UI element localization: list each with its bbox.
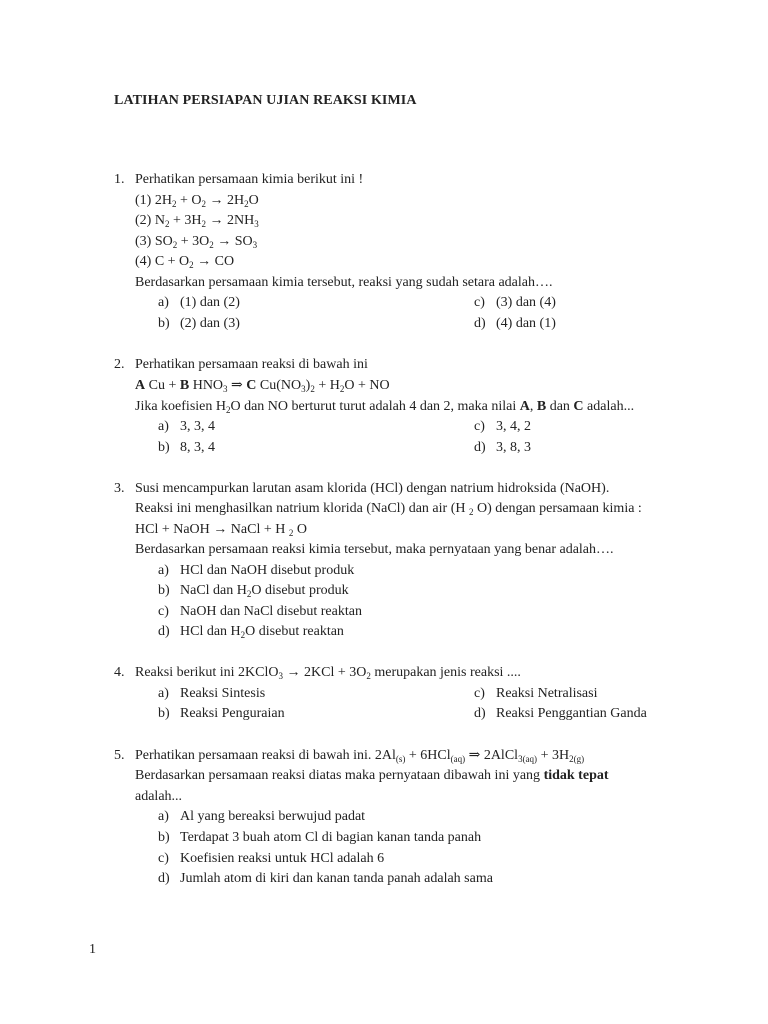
question-intro: Susi mencampurkan larutan asam klorida (HCl) dengan natrium hidroksida (NaOH). [135, 481, 610, 496]
question-intro: Perhatikan persamaan reaksi di bawah ini. $2Al_{(s)} + 6HCl_{(aq)}$ ⇒ 2AlCl$_{3(aq)}$ + $3H_{2(g)}$ [135, 748, 585, 764]
answer-option[interactable]: d) (4) dan (1) [474, 316, 556, 331]
answer-option[interactable]: a) (1) dan (2) [158, 295, 240, 310]
answer-option[interactable]: d) Reaksi Penggantian Ganda [474, 706, 647, 721]
question-number: 4. [114, 665, 125, 680]
reaction-line: (4) $C + O_2$ → CO [135, 254, 235, 270]
reaction-line: A Cu + B $HNO_3$ ⇒ C $Cu(NO_3)_2 + H_2O$ + NO [135, 378, 390, 394]
answer-option[interactable]: c) Reaksi Netralisasi [474, 686, 598, 701]
answer-option[interactable]: c) 3, 4, 2 [474, 419, 531, 434]
answer-option[interactable]: b) Terdapat 3 buah atom Cl di bagian kanan tanda panah [158, 830, 482, 845]
reaction-line: (1) $2H_2 + O_2 \to 2H_2O$ [135, 193, 259, 209]
answer-option[interactable]: a) Al yang bereaksi berwujud padat [158, 809, 366, 824]
question-number: 2. [114, 357, 125, 372]
reaction-line: HCl + NaOH → NaCl + H $_2$ O [135, 522, 307, 538]
question-number: 3. [114, 481, 125, 496]
answer-option[interactable]: d) 3, 8, 3 [474, 440, 531, 455]
answer-option[interactable]: c) (3) dan (4) [474, 295, 556, 310]
page-title: LATIHAN PERSIAPAN UJIAN REAKSI KIMIA [114, 93, 417, 108]
reaction-line: (3) $SO_2 + 3O_2 \to SO_3$ [135, 234, 258, 250]
answer-option[interactable]: a) 3, 3, 4 [158, 419, 215, 434]
question-text: Berdasarkan persamaan reaksi diatas maka pernyataan dibawah ini yang tidak tepat [135, 768, 609, 783]
answer-option[interactable]: d) Jumlah atom di kiri dan kanan tanda panah adalah sama [158, 871, 493, 886]
question-number: 5. [114, 748, 125, 763]
answer-option[interactable]: b) 8, 3, 4 [158, 440, 215, 455]
answer-option[interactable]: a) HCl dan NaOH disebut produk [158, 563, 355, 578]
question-intro: Perhatikan persamaan reaksi di bawah ini [135, 357, 368, 372]
answer-option[interactable]: d) HCl dan $H_2O$ disebut reaktan [158, 624, 344, 640]
answer-option[interactable]: c) NaOH dan NaCl disebut reaktan [158, 604, 362, 619]
question-text: Berdasarkan persamaan reaksi kimia tersebut, maka pernyataan yang benar adalah…. [135, 542, 614, 557]
question-text: adalah... [135, 789, 183, 804]
question-text: Jika koefisien $H_2O$ dan NO berturut turut adalah 4 dan 2, maka nilai A, B dan C adalah... [135, 399, 635, 415]
answer-option[interactable]: b) (2) dan (3) [158, 316, 240, 331]
question-text: Berdasarkan persamaan kimia tersebut, reaksi yang sudah setara adalah…. [135, 275, 553, 290]
question-text: Reaksi ini menghasilkan natrium klorida (NaCl) dan air (H $_2$ O) dengan persamaan kimia : [135, 501, 642, 517]
reaction-line: (2) $N_2 + 3H_2 \to 2NH_3$ [135, 213, 259, 229]
answer-option[interactable]: b) NaCl dan $H_2O$ disebut produk [158, 583, 349, 599]
question-text: Reaksi berikut ini 2KClO$_3$ → $2KCl + 3O_2$ merupakan jenis reaksi .... [135, 665, 521, 681]
answer-option[interactable]: c) Koefisien reaksi untuk HCl adalah 6 [158, 851, 385, 866]
answer-option[interactable]: b) Reaksi Penguraian [158, 706, 285, 721]
question-number: 1. [114, 172, 125, 187]
answer-option[interactable]: a) Reaksi Sintesis [158, 686, 266, 701]
question-intro: Perhatikan persamaan kimia berikut ini ! [135, 172, 364, 187]
page-number: 1 [89, 942, 96, 957]
